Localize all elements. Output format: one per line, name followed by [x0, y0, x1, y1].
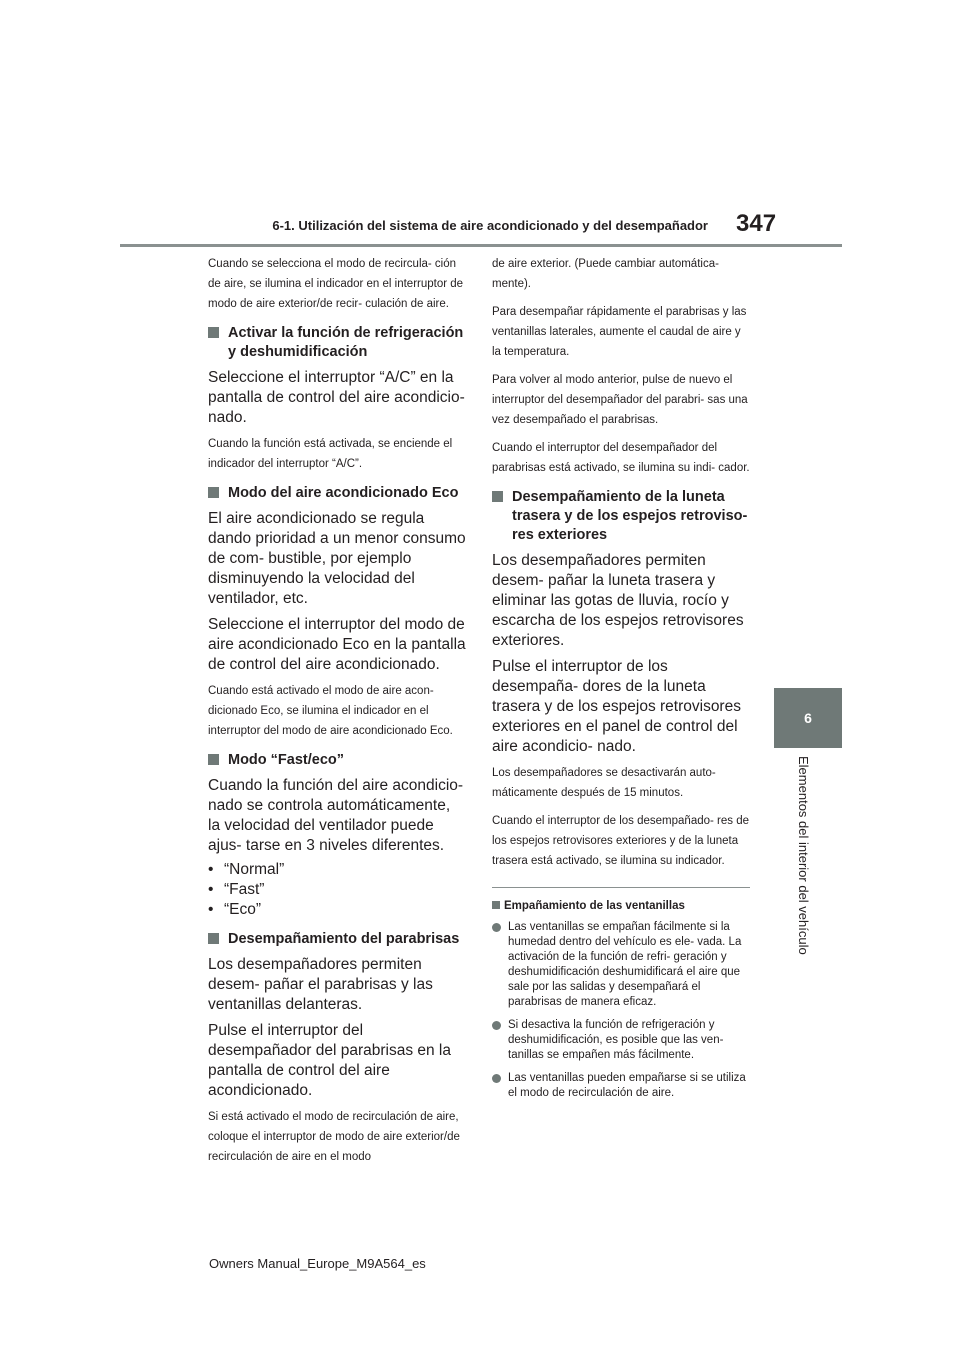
windshield-body-2: Pulse el interruptor del desempañador del parabrisas en la pantalla de control del aire acondicionado. [208, 1022, 451, 1099]
section-heading-ac: Activar la función de refrigeración y deshumidificación [208, 324, 466, 362]
fast-eco-body: Cuando la función del aire acondicio- nado se controla automáticamente, la velocidad del ventilador puede ajus- tarse en 3 niveles diferentes. [208, 777, 464, 854]
list-item: • “Fast” [208, 880, 466, 900]
windshield-body-1: Los desempañadores permiten desem- pañar el parabrisas y las ventanillas delanteras. [208, 956, 433, 1013]
square-bullet-icon [492, 491, 503, 502]
ac-body: Seleccione el interruptor “A/C” en la pantalla de control del aire acondicio- nado. [208, 369, 465, 426]
intro-note: Cuando se selecciona el modo de recircula- ción de aire, se ilumina el indicador en el interruptor de modo de aire exterior/de recir- culación de aire. [208, 258, 464, 310]
rear-body-1: Los desempañadores permiten desem- pañar la luneta trasera y eliminar las gotas de lluvia, rocío y escarcha de los espejos retrovisores exteriores. [492, 552, 744, 649]
chapter-tab-label: Elementos del interior del vehículo [796, 756, 811, 955]
page-number: 347 [736, 210, 777, 237]
square-bullet-icon [208, 754, 219, 765]
rear-note-2: Cuando el interruptor de los desempañado- res de los espejos retrovisores exteriores y de la luneta trasera está activado, se ilumina su indicador. [492, 815, 749, 867]
section-heading-fast-eco: Modo “Fast/eco” [208, 751, 466, 770]
list-item: • “Normal” [208, 860, 466, 880]
rear-note-1: Los desempañadores se desactivarán auto- máticamente después de 15 minutos. [492, 767, 716, 799]
square-bullet-icon [492, 901, 500, 909]
right-column [492, 254, 750, 1109]
circle-bullet-icon [492, 923, 501, 932]
footer-text: Owners Manual_Europe_M9A564_es [209, 1256, 426, 1271]
eco-body-2: Seleccione el interruptor del modo de aire acondicionado Eco en la pantalla de control del aire acondicionado. [208, 616, 466, 673]
windshield-note-2: Para desempañar rápidamente el parabrisas y las ventanillas laterales, aumente el caudal de aire y la temperatura. [492, 306, 747, 358]
ac-note: Cuando la función está activada, se enciende el indicador del interruptor “A/C”. [208, 438, 453, 470]
note-item: Si desactiva la función de refrigeración y deshumidificación, es posible que las ven- tanillas se empañen más fácilmente. [492, 1018, 750, 1063]
section-heading-windshield: Desempañamiento del parabrisas [208, 930, 466, 949]
chapter-tab: 6 [774, 688, 842, 748]
eco-note: Cuando está activado el modo de aire acon- dicionado Eco, se ilumina el indicador en el interruptor del modo de aire acondicionado Eco. [208, 685, 453, 737]
header-divider [120, 244, 842, 247]
square-bullet-icon [208, 933, 219, 944]
windshield-note: Si está activado el modo de recirculación de aire, coloque el interruptor de modo de aire exterior/de recirculación de aire en el modo [208, 1111, 460, 1163]
square-bullet-icon [208, 487, 219, 498]
circle-bullet-icon [492, 1074, 501, 1083]
windshield-note-3: Para volver al modo anterior, pulse de nuevo el interruptor del desempañador del parabri- sas una vez desempañado el parabrisas. [492, 374, 748, 426]
list-item: • “Eco” [208, 900, 466, 920]
fan-level-list [208, 860, 466, 920]
section-heading-eco: Modo del aire acondicionado Eco [208, 484, 466, 503]
section-heading-rear-window: Desempañamiento de la luneta trasera y de los espejos retroviso- res exteriores [492, 488, 750, 545]
note-item: Las ventanillas pueden empañarse si se utiliza el modo de recirculación de aire. [492, 1071, 750, 1101]
circle-bullet-icon [492, 1021, 501, 1030]
note-heading: Empañamiento de las ventanillas [492, 898, 750, 914]
section-title: 6-1. Utilización del sistema de aire acondicionado y del desempañador [272, 218, 708, 233]
note-item: Las ventanillas se empañan fácilmente si la humedad dentro del vehículo es ele- vada. La activación de la función de refri- geración y deshumidificación deshumidificará el aire que sale por las salidas y desempañará el parabrisas de manera eficaz. [492, 920, 750, 1010]
square-bullet-icon [208, 327, 219, 338]
left-column [208, 254, 466, 1175]
note-divider [492, 887, 750, 888]
windshield-note-cont: de aire exterior. (Puede cambiar automática- mente). [492, 258, 719, 290]
eco-body-1: El aire acondicionado se regula dando prioridad a un menor consumo de com- bustible, por ejemplo disminuyendo la velocidad del ventilador, etc. [208, 510, 466, 607]
windshield-note-4: Cuando el interruptor del desempañador del parabrisas está activado, se ilumina su indi- cador. [492, 442, 750, 474]
rear-body-2: Pulse el interruptor de los desempaña- dores de la luneta trasera y de los espejos retrovisores exteriores en el panel de control del aire acondicio- nado. [492, 658, 741, 755]
